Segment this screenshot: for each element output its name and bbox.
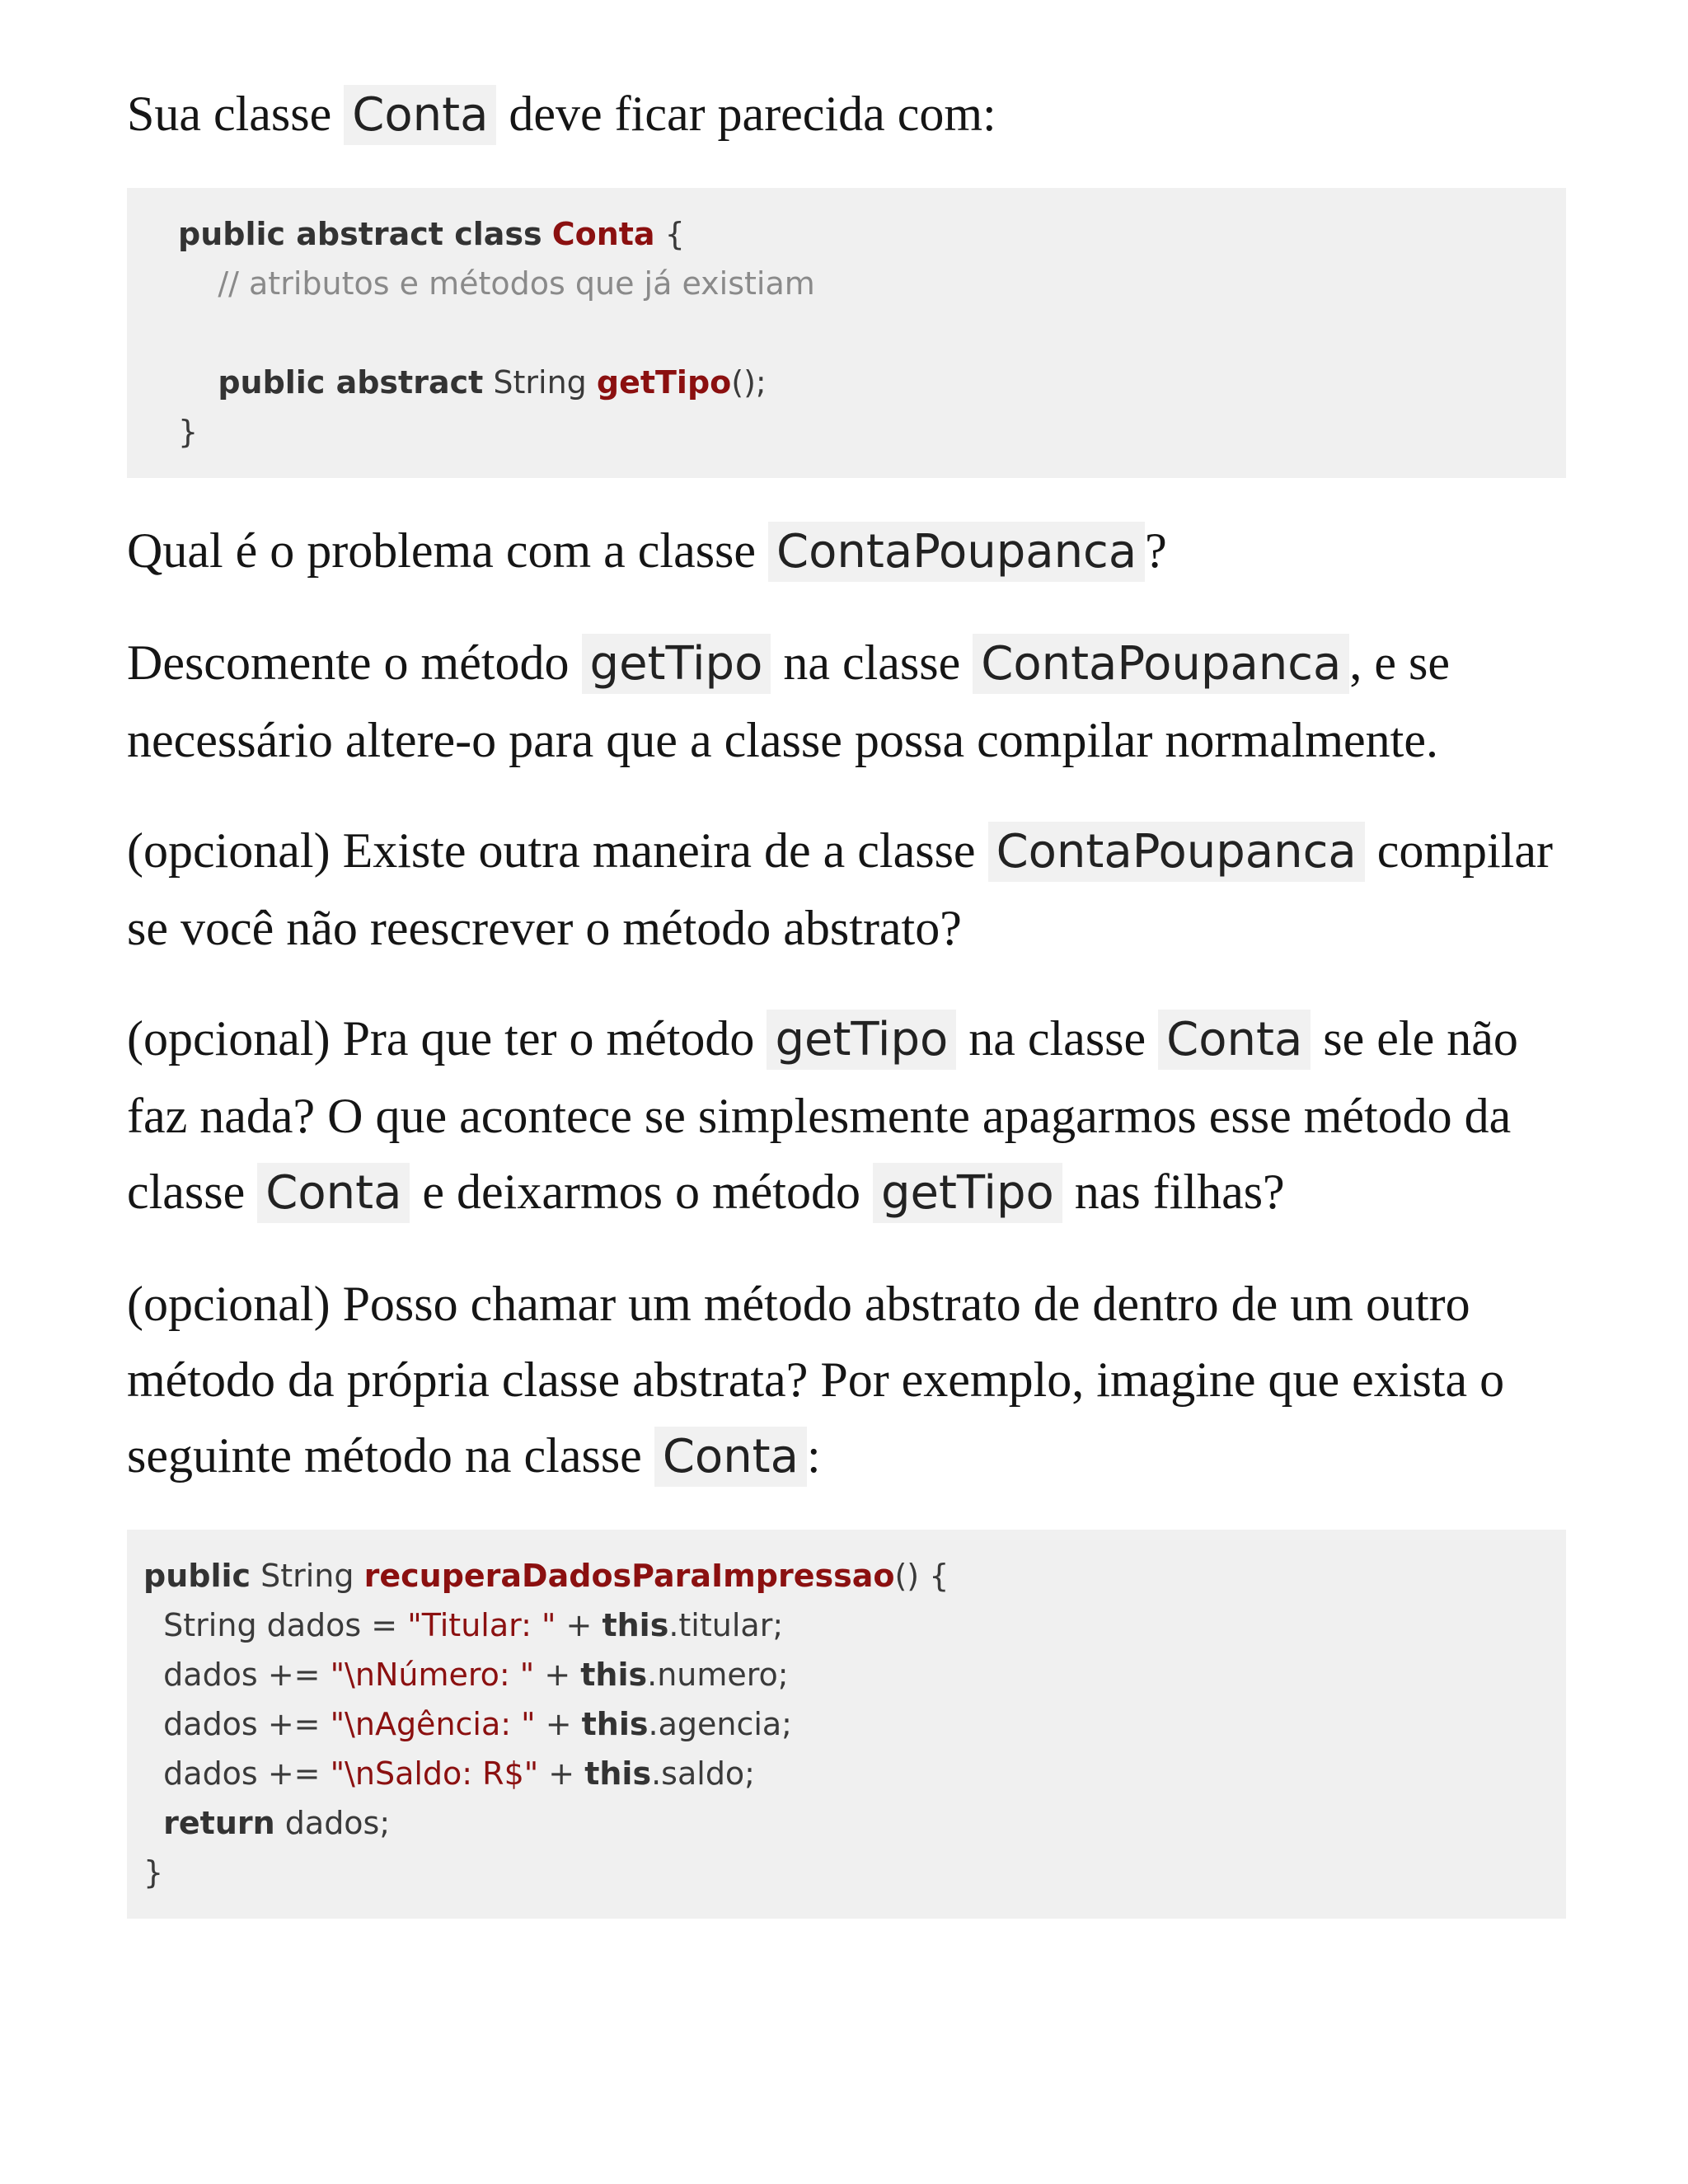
code-text: () { (894, 1558, 950, 1594)
code-keyword: this (602, 1607, 669, 1643)
code-line (143, 1848, 1566, 1897)
code-keyword: this (581, 1706, 649, 1742)
inline-code-contapoupanca: ContaPoupanca (988, 822, 1365, 882)
inline-code-contapoupanca: ContaPoupanca (973, 634, 1349, 694)
code-line (143, 1699, 1566, 1749)
code-text: + (556, 1607, 603, 1643)
paragraph-text: (opcional) Pra que ter o método (127, 1011, 755, 1066)
code-line (143, 1601, 1566, 1650)
code-comment: // atributos e métodos que já existiam (218, 265, 815, 302)
code-text: } (143, 1854, 164, 1891)
code-block-conta-class (127, 188, 1566, 478)
code-keyword: this (584, 1755, 652, 1792)
paragraph-text: ? (1145, 523, 1167, 578)
code-text: dados; (274, 1805, 391, 1841)
code-text: + (534, 1657, 581, 1693)
paragraph-text: Descomente o método (127, 635, 570, 690)
code-type: String (483, 364, 597, 401)
code-text: { (654, 216, 685, 252)
code-text: .saldo; (651, 1755, 755, 1792)
paragraph-text: nas filhas? (1074, 1165, 1285, 1219)
paragraph-text: (opcional) Posso chamar um método abstrato de dentro de um outro método da própria classe abstrata? Por exemplo, imagine que exista o seguinte método na classe (127, 1277, 1505, 1483)
paragraph-text: na classe (783, 635, 961, 690)
inline-code-conta: Conta (654, 1427, 807, 1487)
code-line (143, 1798, 1566, 1848)
code-text: .agencia; (648, 1706, 792, 1742)
code-line (143, 1551, 1566, 1601)
code-keyword: public abstract (218, 364, 484, 401)
code-method-name: recuperaDadosParaImpressao (363, 1558, 895, 1594)
paragraph-text: compilar se você não reescrever o método abstrato? (127, 823, 1553, 955)
inline-code-gettipo: getTipo (582, 634, 771, 694)
intro-text: Sua classe (127, 87, 332, 141)
question-paragraph-5 (127, 1266, 1566, 1495)
code-type: String (251, 1558, 364, 1594)
inline-code-gettipo: getTipo (873, 1163, 1062, 1223)
code-text: dados += (143, 1755, 331, 1792)
code-text: + (538, 1755, 585, 1792)
code-string: "\nSaldo: R$" (330, 1755, 539, 1792)
code-block-recupera-dados (127, 1530, 1566, 1919)
question-paragraph-3 (127, 813, 1566, 966)
inline-code-conta: Conta (1158, 1010, 1311, 1070)
paragraph-text: (opcional) Existe outra maneira de a classe (127, 823, 976, 878)
code-string: "\nAgência: " (330, 1706, 536, 1742)
code-keyword: this (580, 1657, 648, 1693)
intro-paragraph (127, 76, 1566, 153)
code-class-name: Conta (551, 216, 655, 252)
code-text: String dados = (143, 1607, 408, 1643)
code-keyword: public abstract class (178, 216, 542, 252)
code-text: dados += (143, 1657, 331, 1693)
question-paragraph-2 (127, 625, 1566, 778)
code-line (178, 358, 1566, 407)
paragraph-text: e deixarmos o método (422, 1165, 860, 1219)
question-paragraph-1 (127, 513, 1566, 590)
inline-code-gettipo: getTipo (767, 1010, 956, 1070)
code-text: .numero; (647, 1657, 789, 1693)
code-line (143, 1650, 1566, 1699)
code-text (143, 1805, 163, 1841)
document-page (127, 76, 1566, 1953)
code-line (178, 209, 1566, 259)
code-text: + (535, 1706, 582, 1742)
code-string: "Titular: " (407, 1607, 556, 1643)
paragraph-text: : (806, 1428, 821, 1483)
code-line-blank (178, 308, 1566, 358)
inline-code-conta: Conta (257, 1163, 410, 1223)
code-keyword: public (143, 1558, 251, 1594)
code-string: "\nNúmero: " (330, 1657, 535, 1693)
code-line (143, 1749, 1566, 1798)
code-line (178, 407, 1566, 457)
inline-code-contapoupanca: ContaPoupanca (768, 522, 1145, 582)
code-keyword: return (163, 1805, 275, 1841)
paragraph-text: na classe (968, 1011, 1146, 1066)
inline-code-conta: Conta (344, 85, 496, 145)
paragraph-text: , e se necessário altere-o para que a classe possa compilar normalmente. (127, 635, 1450, 767)
intro-text-end: deve ficar parecida com: (509, 87, 996, 141)
code-line (178, 259, 1566, 308)
paragraph-text: Qual é o problema com a classe (127, 523, 757, 578)
paragraph-text: se ele não faz nada? O que acontece se simplesmente apagarmos esse método da classe (127, 1011, 1518, 1219)
code-text: (); (731, 364, 767, 401)
code-text: } (178, 414, 199, 450)
question-paragraph-4 (127, 1001, 1566, 1231)
code-text: .titular; (668, 1607, 784, 1643)
code-text: dados += (143, 1706, 331, 1742)
code-method-name: getTipo (596, 364, 732, 401)
